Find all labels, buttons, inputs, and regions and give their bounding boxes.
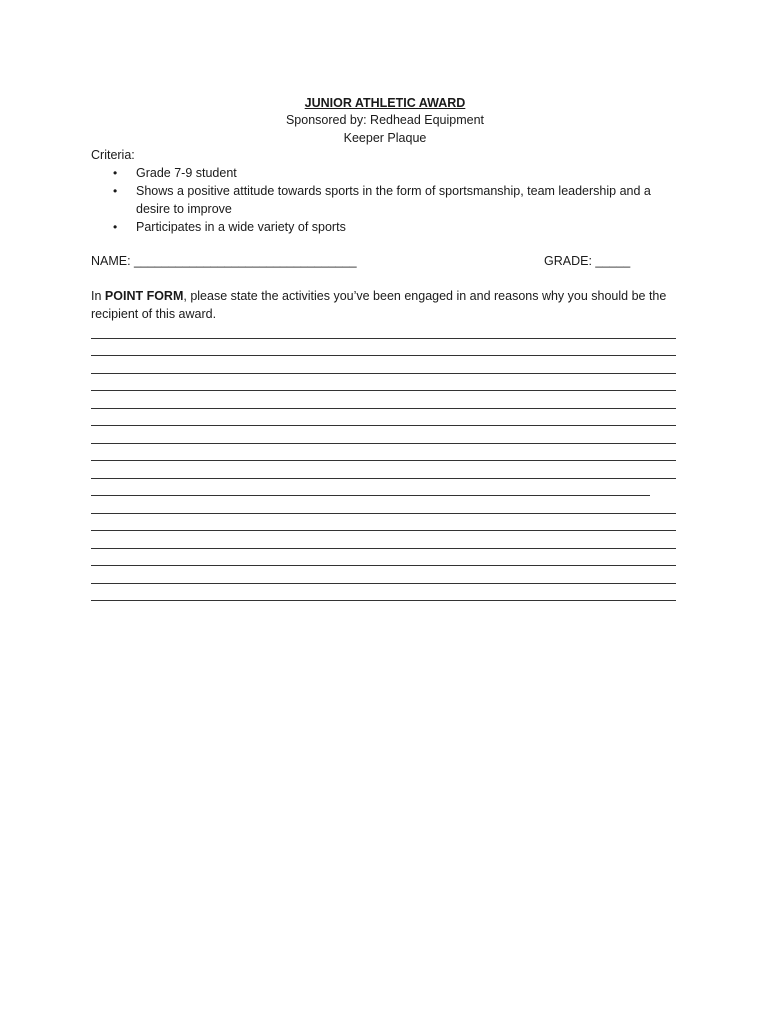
answer-line[interactable] <box>91 324 676 342</box>
criteria-item-text: Grade 7-9 student <box>136 166 237 180</box>
document-title: JUNIOR ATHLETIC AWARD <box>304 96 466 110</box>
answer-line[interactable] <box>91 377 676 395</box>
answer-lines[interactable] <box>91 324 676 604</box>
answer-line[interactable] <box>91 482 676 500</box>
answer-line[interactable] <box>91 412 676 430</box>
criteria-item <box>91 182 681 218</box>
answer-line[interactable] <box>91 569 676 587</box>
instruction-suffix: , please state the activities you’ve been engaged in and reasons why you should be the recipient of this award. <box>91 289 667 321</box>
answer-line[interactable] <box>91 447 676 465</box>
prize-line: Keeper Plaque <box>343 131 427 145</box>
criteria-item-text: Participates in a wide variety of sports <box>136 220 346 234</box>
answer-line[interactable] <box>91 517 676 535</box>
answer-line[interactable] <box>91 552 676 570</box>
answer-line[interactable] <box>91 342 676 360</box>
answer-line[interactable] <box>91 394 676 412</box>
criteria-item-text: Shows a positive attitude towards sports in the form of sportsmanship, team leadership and a desire to improve <box>136 184 651 216</box>
answer-line[interactable] <box>91 534 676 552</box>
bullet-icon: • <box>113 220 118 234</box>
criteria-item <box>91 164 681 182</box>
bullet-icon: • <box>113 184 118 198</box>
criteria-item <box>91 218 681 236</box>
sponsor-line: Sponsored by: Redhead Equipment <box>285 113 485 127</box>
instruction-prefix: In <box>91 289 105 303</box>
grade-field[interactable]: GRADE: _____ <box>544 254 631 268</box>
instruction-emphasis: POINT FORM <box>104 289 184 303</box>
answer-line[interactable] <box>91 464 676 482</box>
name-field[interactable]: NAME: ________________________________ <box>91 254 357 268</box>
bullet-icon: • <box>113 166 118 180</box>
criteria-list <box>91 164 681 236</box>
answer-line[interactable] <box>91 499 676 517</box>
answer-line[interactable] <box>91 587 676 605</box>
criteria-label: Criteria: <box>91 148 135 162</box>
instruction-text <box>91 287 681 323</box>
answer-line[interactable] <box>91 359 676 377</box>
answer-line[interactable] <box>91 429 676 447</box>
